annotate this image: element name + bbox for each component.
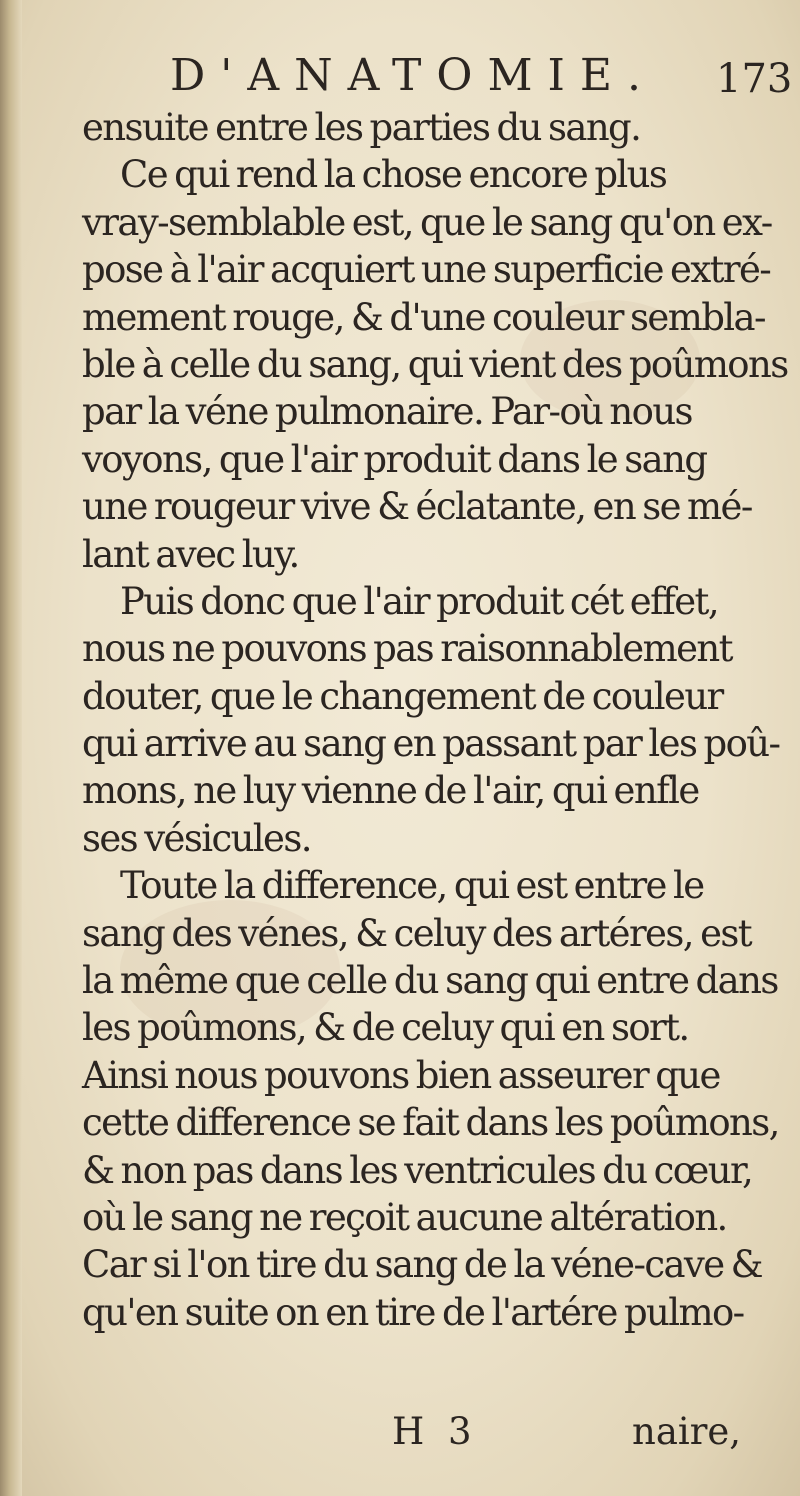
body-text bbox=[82, 104, 788, 1336]
text-line: cette difference se fait dans les poûmons, bbox=[82, 1101, 779, 1145]
page-number: 173 bbox=[716, 56, 793, 102]
text-line: voyons, que l'air produit dans le sang bbox=[82, 437, 707, 481]
text-line: ble à celle du sang, qui vient des poûmons bbox=[82, 342, 788, 386]
catchword: naire, bbox=[632, 1410, 742, 1453]
text-line: vray-semblable est, que le sang qu'on ex- bbox=[82, 200, 772, 244]
signature-mark: H 3 bbox=[392, 1410, 478, 1453]
page-binding-shadow bbox=[0, 0, 22, 1496]
text-line: qu'en suite on en tire de l'artére pulmo- bbox=[82, 1290, 744, 1334]
text-line: sang des vénes, & celuy des artéres, est bbox=[82, 911, 752, 955]
text-line: où le sang ne reçoit aucune altération. bbox=[82, 1195, 727, 1239]
text-line: Ainsi nous pouvons bien asseurer que bbox=[82, 1053, 720, 1097]
page-footer bbox=[0, 1410, 800, 1460]
text-line: mons, ne luy vienne de l'air, qui enfle bbox=[82, 769, 699, 813]
text-line: Car si l'on tire du sang de la véne-cave & bbox=[82, 1243, 763, 1287]
text-line: ses vésicules. bbox=[82, 816, 311, 860]
text-line: & non pas dans les ventricules du cœur, bbox=[82, 1148, 753, 1192]
text-line: Toute la difference, qui est entre le bbox=[120, 864, 704, 908]
text-line: la même que celle du sang qui entre dans bbox=[82, 959, 778, 1003]
text-line: lant avec luy. bbox=[82, 532, 299, 576]
text-line: qui arrive au sang en passant par les poû- bbox=[82, 722, 780, 766]
text-line: une rougeur vive & éclatante, en se mé- bbox=[82, 485, 752, 529]
page-header bbox=[0, 42, 800, 102]
text-line: ensuite entre les parties du sang. bbox=[82, 106, 641, 149]
text-line: Ce qui rend la chose encore plus bbox=[120, 153, 667, 197]
text-line: par la véne pulmonaire. Par-où nous bbox=[82, 390, 692, 434]
text-line: douter, que le changement de couleur bbox=[82, 674, 723, 718]
text-line: Puis donc que l'air produit cét effet, bbox=[120, 579, 718, 623]
text-line: mement rouge, & d'une couleur sembla- bbox=[82, 295, 765, 339]
text-line: les poûmons, & de celuy qui en sort. bbox=[82, 1006, 689, 1050]
running-title: D'ANATOMIE. bbox=[170, 50, 656, 101]
text-line: pose à l'air acquiert une superficie extré- bbox=[82, 248, 771, 292]
text-line: nous ne pouvons pas raisonnablement bbox=[82, 627, 732, 671]
